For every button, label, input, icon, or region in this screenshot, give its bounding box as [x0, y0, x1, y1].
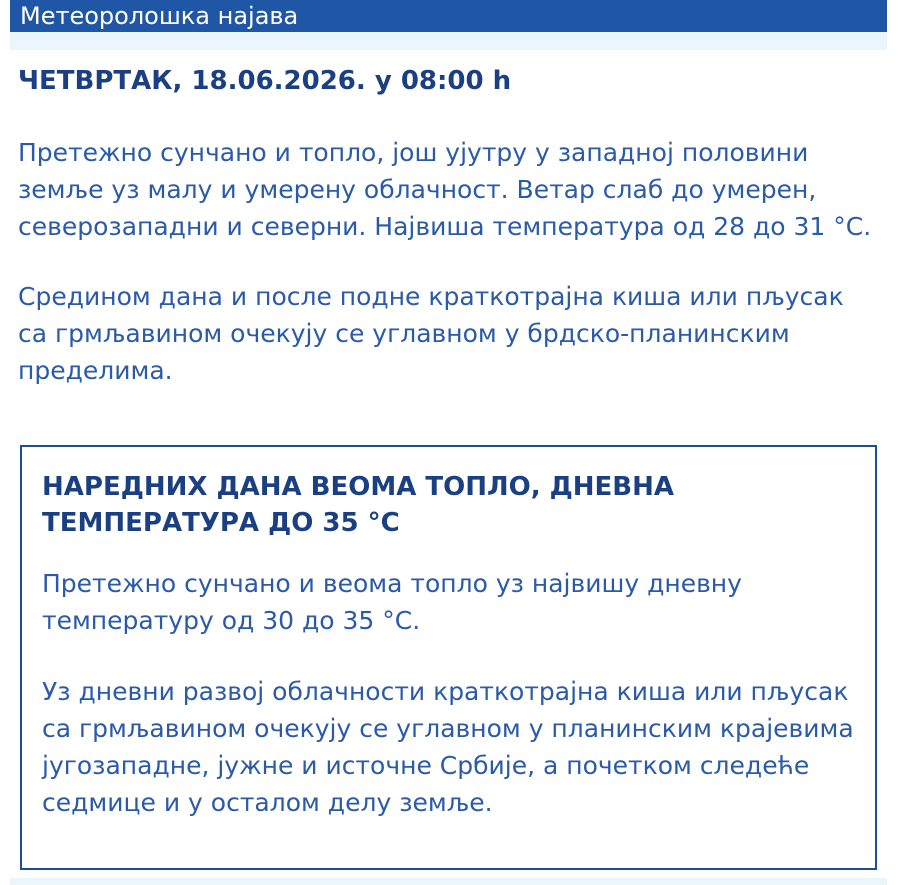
header-divider-strip	[10, 32, 887, 50]
forecast-content	[18, 60, 878, 389]
outlook-paragraph-2: Уз дневни развој облачности краткотрајна киша или пљусак са грмљавином очекују се углавном у планинским крајевима југозападне, јужне и источне Србије, а почетком следеће седмице и у осталом делу земље.	[42, 677, 854, 817]
forecast-header	[10, 0, 887, 32]
forecast-paragraph-2: Средином дана и после подне краткотрајна киша или пљусак са грмљавином очекују се углавном у брдско-планинским пределима.	[18, 282, 844, 385]
header-title: Метеоролошка најава	[20, 2, 299, 30]
outlook-paragraph-1: Претежно сунчано и веома топло уз највишу дневну температуру од 30 до 35 °C.	[42, 569, 742, 635]
outlook-title: НАРЕДНИХ ДАНА ВЕОМА ТОПЛО, ДНЕВНА ТЕМПЕРАТУРА ДО 35 °C	[42, 472, 675, 538]
forecast-paragraph-1: Претежно сунчано и топло, још ујутру у западној половини земље уз малу и умерену облачност. Ветар слаб до умерен, северозападни и северни. Највиша температура од 28 до 31 °C.	[18, 138, 872, 241]
outlook-box	[20, 445, 877, 870]
forecast-date-title: ЧЕТВРТАК, 18.06.2026. у 08:00 h	[18, 66, 512, 96]
footer-divider-strip	[10, 878, 887, 885]
